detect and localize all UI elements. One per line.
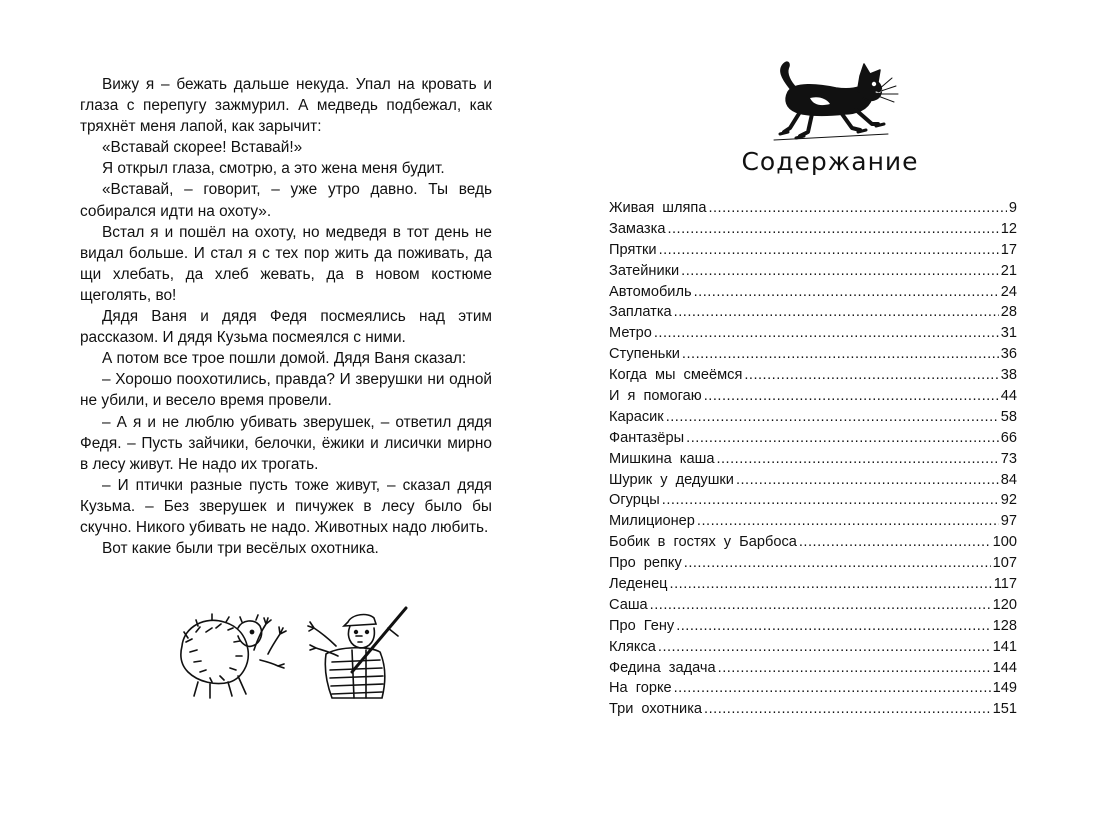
toc-entry [609, 430, 1017, 451]
toc-entry-page: 128 [992, 617, 1017, 634]
toc-entry-title: Бобик в гостях у Барбоса [609, 534, 797, 551]
toc-leader-dots [681, 263, 999, 279]
toc-entry [609, 618, 1017, 639]
toc-leader-dots [676, 618, 990, 634]
toc-entry [609, 367, 1017, 388]
toc-entry-title: И я помогаю [609, 388, 702, 405]
story-paragraph: Вот какие были три весёлых охотника. [102, 540, 379, 558]
toc-leader-dots [736, 472, 999, 488]
story-paragraph: – И птички разные пусть тоже живут, – сказал дядя Кузьма. – Без зверушек и пичужек в лесу было бы скучно. Никого убивать не надо. Животных надо любить. [80, 476, 492, 536]
toc-entry-title: Про репку [609, 555, 682, 572]
toc-entry-page: 21 [1000, 262, 1017, 279]
toc-entry [609, 534, 1017, 555]
toc-entry-page: 28 [1000, 304, 1017, 321]
toc-entry-page: 73 [1000, 450, 1017, 467]
toc-entry-page: 66 [1000, 429, 1017, 446]
toc-entry-page: 38 [1000, 367, 1017, 384]
toc-entry [609, 513, 1017, 534]
toc-leader-dots [666, 409, 999, 425]
toc-entry-page: 141 [992, 638, 1017, 655]
toc-entry-page: 84 [1000, 471, 1017, 488]
toc-entry-title: Заплатка [609, 304, 672, 321]
toc-entry-title: Прятки [609, 241, 657, 258]
toc-entry-page: 17 [1000, 241, 1017, 258]
toc-leader-dots [694, 284, 999, 300]
story-paragraph: Встал я и пошёл на охоту, но медведя в тот день не видал больше. И стал я с тех пор жить да поживать, да щи хлебать, да хлеб жевать, да в новом костюме щеголять, во! [80, 223, 492, 304]
toc-leader-dots [718, 660, 991, 676]
toc-leader-dots [674, 680, 991, 696]
toc-entry [609, 284, 1017, 305]
toc-entry [609, 409, 1017, 430]
toc-leader-dots [686, 430, 999, 446]
toc-entry-page: 120 [992, 596, 1017, 613]
toc-entry [609, 597, 1017, 618]
toc-leader-dots [682, 346, 999, 362]
toc-entry [609, 263, 1017, 284]
story-paragraph: «Вставай, – говорит, – уже утро давно. Ты ведь собирался идти на охоту». [80, 181, 492, 220]
story-paragraph: «Вставай скорее! Вставай!» [102, 139, 303, 157]
toc-leader-dots [704, 701, 991, 717]
toc-entry-title: На горке [609, 680, 672, 697]
toc-entry-page: 44 [1000, 388, 1017, 405]
toc-entry [609, 492, 1017, 513]
toc-entry [609, 451, 1017, 472]
story-paragraph: Вижу я – бежать дальше некуда. Упал на кровать и глаза с перепугу зажмурил. А медведь подбежал, как тряхнёт меня лапой, как зарычит: [80, 76, 492, 136]
toc-entry [609, 304, 1017, 325]
toc-entry [609, 639, 1017, 660]
toc-entry [609, 346, 1017, 367]
toc-title: Содержание [741, 147, 919, 176]
toc-leader-dots [659, 242, 999, 258]
toc-leader-dots [697, 513, 999, 529]
toc-entry-title: Милиционер [609, 513, 695, 530]
toc-entry-page: 92 [1000, 492, 1017, 509]
toc-leader-dots [716, 451, 998, 467]
toc-entry [609, 221, 1017, 242]
toc-entry-title: Федина задача [609, 659, 716, 676]
toc-entry-title: Шурик у дедушки [609, 471, 734, 488]
toc-leader-dots [704, 388, 999, 404]
toc-entry [609, 325, 1017, 346]
toc-entry [609, 555, 1017, 576]
toc-entry-title: Мишкина каша [609, 450, 715, 467]
toc-entry-page: 100 [992, 534, 1017, 551]
story-text [80, 74, 492, 559]
toc-entry [609, 388, 1017, 409]
story-paragraph: – Хорошо поохотились, правда? И зверушки ни одной не убили, и весело время провели. [80, 371, 492, 410]
toc-entry [609, 576, 1017, 597]
toc-leader-dots [650, 597, 991, 613]
toc-entry-page: 36 [1000, 346, 1017, 363]
toc-entry-page: 24 [1000, 283, 1017, 300]
toc-entry [609, 472, 1017, 493]
toc-entry-title: Карасик [609, 408, 664, 425]
toc-leader-dots [654, 325, 999, 341]
toc-entry [609, 701, 1017, 722]
story-paragraph: А потом все трое пошли домой. Дядя Ваня сказал: [102, 350, 467, 368]
toc-entry-title: Фантазёры [609, 429, 685, 446]
toc-entry-title: Саша [609, 596, 648, 613]
toc-entry-title: Живая шляпа [609, 200, 707, 216]
toc-leader-dots [799, 534, 991, 550]
toc-entry [609, 660, 1017, 681]
toc-entry-page: 117 [993, 576, 1017, 593]
toc-entry [609, 200, 1017, 221]
toc-entry-page: 151 [992, 701, 1017, 718]
toc-leader-dots [684, 555, 991, 571]
toc-entry [609, 680, 1017, 701]
toc-entry-title: Метро [609, 325, 652, 342]
toc-leader-dots [708, 200, 1006, 216]
toc-entry-title: Автомобиль [609, 283, 692, 300]
toc-entry-page: 12 [1000, 220, 1017, 237]
toc-entry-page: 149 [992, 680, 1017, 697]
toc-entry-page: 107 [992, 555, 1017, 572]
toc-leader-dots [667, 221, 998, 237]
toc-entry-title: Затейники [609, 262, 680, 279]
toc-list [609, 200, 1017, 722]
cat-icon [760, 58, 905, 146]
toc-entry [609, 242, 1017, 263]
toc-entry-page: 144 [992, 659, 1017, 676]
bear-and-hunter-icon [176, 602, 410, 702]
toc-entry-title: Ступеньки [609, 346, 680, 363]
toc-entry-page: 97 [1000, 513, 1017, 530]
story-paragraph: Я открыл глаза, смотрю, а это жена меня будит. [102, 160, 445, 178]
toc-leader-dots [658, 639, 991, 655]
toc-leader-dots [670, 576, 992, 592]
toc-entry-title: Когда мы смеёмся [609, 367, 743, 384]
toc-leader-dots [662, 492, 999, 508]
toc-entry-title: Три охотника [609, 701, 703, 718]
toc-entry-title: Огурцы [609, 492, 660, 509]
toc-entry-title: Про Гену [609, 617, 675, 634]
story-paragraph: – А я и не люблю убивать зверушек, – ответил дядя Федя. – Пусть зайчики, белочки, ёжики и лисички мирно в лесу живут. Не надо их трогать. [80, 413, 492, 473]
toc-entry-page: 9 [1008, 200, 1017, 216]
toc-leader-dots [674, 304, 999, 320]
toc-entry-page: 31 [1000, 325, 1017, 342]
toc-entry-title: Леденец [609, 576, 668, 593]
toc-entry-title: Замазка [609, 220, 666, 237]
toc-leader-dots [744, 367, 998, 383]
toc-entry-page: 58 [1000, 408, 1017, 425]
toc-entry-title: Клякса [609, 638, 656, 655]
story-paragraph: Дядя Ваня и дядя Федя посмеялись над этим рассказом. И дядя Кузьма посмеялся с ними. [80, 308, 492, 347]
